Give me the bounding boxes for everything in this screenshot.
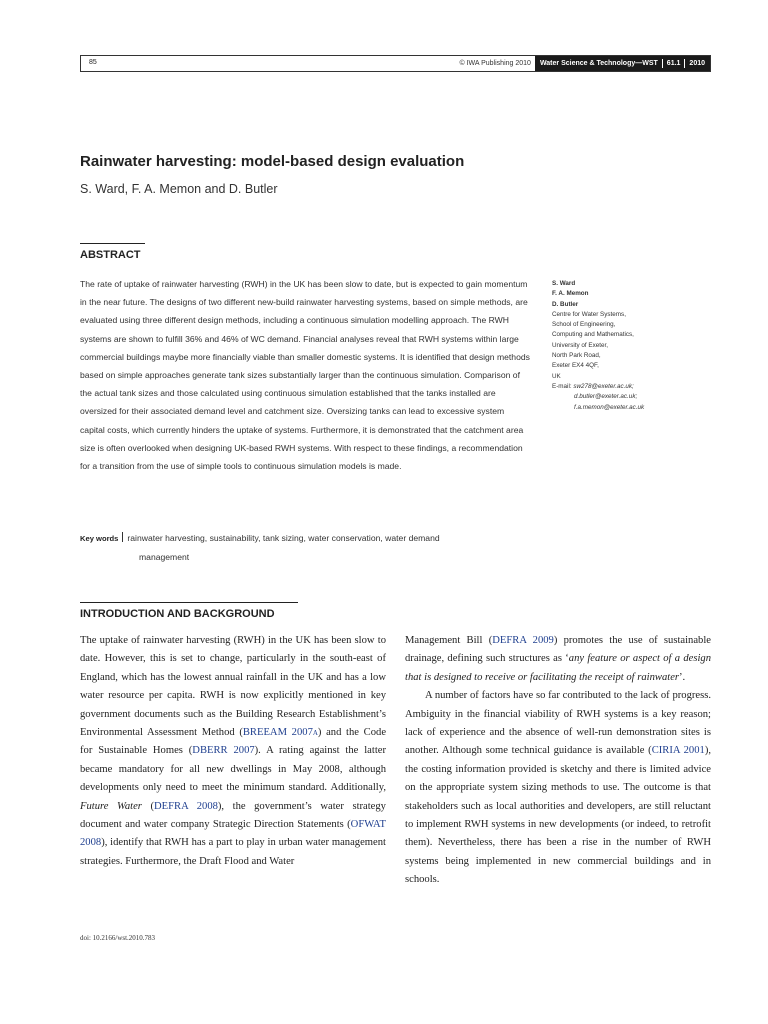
citation-link[interactable]: DBERR 2007 <box>192 745 255 757</box>
abstract-heading-text: ABSTRACT <box>80 249 141 261</box>
affil-line: North Park Road, <box>552 352 601 360</box>
keywords-list-cont: management <box>139 552 190 563</box>
intro-paragraph: The uptake of rainwater harvesting (RWH) in the UK has been slow to date. However, this is set to change, particularly in the south-east of England, which has the lowest annual rainfall in the UK and has a low water resource per capita. RWH is now explicitly mentioned in key government documents such as the Building Research Establishment’s Environmental Assessment Method (BREEAM 2007a) and the Code for Sustainable Homes (DBERR 2007). A rating against the latter became mandatory for all new dwellings in May 2008, although developments only need to meet the minimum standard. Additionally, Future Water (DEFRA 2008), the government’s water strategy document and water company Strategic Direction Statements (OFWAT 2008), identify that RWH has a part to play in urban water management strategies. Furthermore, the Draft Flood and Water <box>80 635 387 867</box>
body-column-left <box>80 632 386 871</box>
page-number: 85 <box>89 59 97 66</box>
email-label: E-mail: <box>552 382 572 390</box>
affil-line: Centre for Water Systems, <box>552 310 626 318</box>
affil-author-1: S. Ward <box>552 280 576 287</box>
citation-link[interactable]: BREEAM 2007a <box>242 727 318 739</box>
affil-line: School of Engineering, <box>552 321 616 329</box>
intro-paragraph: Management Bill (DEFRA 2009) promotes the use of sustainable drainage, defining such structures as ‘any feature or aspect of a design that is designed to receive or facilitating the receipt of rainwater’. <box>405 635 712 683</box>
journal-volume: 61.1 <box>666 60 681 67</box>
email-link[interactable]: f.a.memon@exeter.ac.uk <box>574 403 645 411</box>
keywords <box>80 529 530 566</box>
affil-line: Computing and Mathematics, <box>552 331 634 339</box>
affil-line: UK <box>552 372 561 380</box>
copyright: © IWA Publishing 2010 <box>459 60 531 67</box>
journal-header <box>80 55 711 72</box>
affil-author-2: F. A. Memon <box>552 290 589 298</box>
affil-author-3: D. Butler <box>552 300 579 308</box>
journal-info <box>535 56 710 71</box>
abstract-body: The rate of uptake of rainwater harvesting (RWH) in the UK has been slow to date, but is expected to gain momentum in the near future. The designs of two different new-build rainwater harvesting systems, based on simple methods, are evaluated using three different design methods, including a continuous simulation modelling approach. The RWH systems are shown to fulfill 36% and 46% of WC demand. Financial analyses reveal that RWH systems within large commercial buildings maybe more financially viable than smaller domestic systems. It is identified that design methods based on simple approaches generate tank sizes substantially larger than the continuous simulation. Comparison of the actual tank sizes and those calculated using continuous simulation established that the tanks installed are oversized for their associated demand level and catchment size. Oversizing tanks can lead to excessive system capital costs, which currently hinders the uptake of systems. Furthermore, it is demonstrated that the catchment area size is often overlooked when designing UK-based RWH systems. With respect to these findings, a recommendation for a transition from the use of simple tools to continuous simulation models is made. <box>80 279 530 472</box>
abstract-heading <box>80 249 141 261</box>
citation-link[interactable]: OFWAT 2008 <box>80 819 386 849</box>
citation-link[interactable]: DEFRA 2009 <box>492 635 554 646</box>
email-link[interactable]: sw278@exeter.ac.uk; <box>573 382 634 390</box>
affil-line: University of Exeter, <box>552 341 608 349</box>
keywords-list: rainwater harvesting, sustainability, tank sizing, water conservation, water demand <box>127 533 440 543</box>
journal-year: 2010 <box>689 60 705 67</box>
intro-paragraph: A number of factors have so far contributed to the lack of progress. Ambiguity in the financial viability of RWH systems is a key reason; lack of experience and the absence of well-run demonstration sites is another. Although some technical guidance is available (CIRIA 2001), the costing information provided is sketchy and there is limited advice on the appropriate system sizing methods to use. The outcome is that stakeholders such as local authorities and developers, are still reluctant to implement RWH systems in new developments (or indeed, to retrofit them). Nevertheless, there has been a rise in the number of RWH systems being implemented in new commercial buildings and in schools. <box>405 690 711 886</box>
intro-heading <box>80 608 275 620</box>
body-column-right <box>405 632 711 890</box>
paper-authors: S. Ward, F. A. Memon and D. Butler <box>80 182 278 196</box>
affil-line: Exeter EX4 4QF, <box>552 362 599 370</box>
email-link[interactable]: d.butler@exeter.ac.uk; <box>574 393 638 401</box>
keywords-label: Key words <box>80 534 119 543</box>
citation-link[interactable]: CIRIA 2001 <box>651 745 705 757</box>
citation-link[interactable]: DEFRA 2008 <box>154 800 218 812</box>
intro-heading-text: INTRODUCTION AND BACKGROUND <box>80 608 275 620</box>
paper-title: Rainwater harvesting: model-based design evaluation <box>80 153 465 170</box>
author-affiliation <box>552 279 722 413</box>
journal-name: Water Science & Technology—WST <box>539 60 658 67</box>
doi: doi: 10.2166/wst.2010.783 <box>80 934 156 942</box>
